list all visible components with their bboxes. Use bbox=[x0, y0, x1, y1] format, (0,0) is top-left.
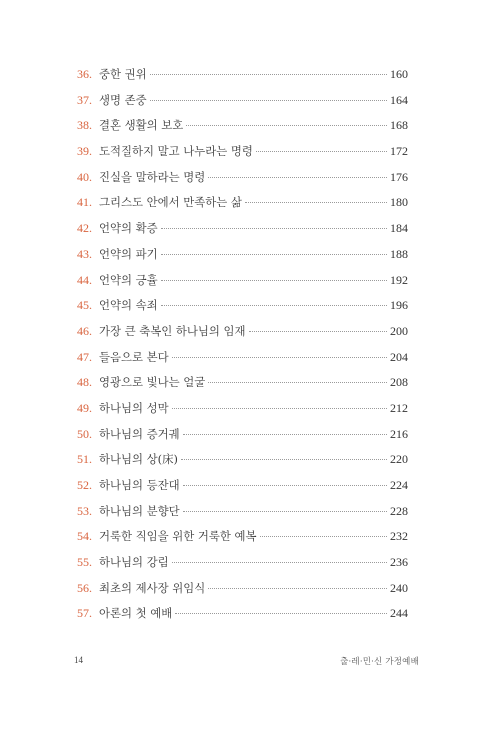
dot-leader bbox=[183, 434, 387, 435]
toc-entry[interactable] bbox=[77, 400, 408, 426]
entry-title: 생명 존중 bbox=[99, 92, 147, 107]
entry-number: 54. bbox=[77, 529, 92, 544]
toc-entry[interactable] bbox=[77, 66, 408, 92]
entry-title: 하나님의 분향단 bbox=[99, 503, 180, 518]
toc-entry[interactable] bbox=[77, 374, 408, 400]
entry-number: 53. bbox=[77, 503, 92, 518]
toc-entry[interactable] bbox=[77, 323, 408, 349]
entry-title: 거룩한 직임을 위한 거룩한 예복 bbox=[99, 529, 257, 544]
entry-number: 52. bbox=[77, 478, 92, 492]
entry-page: 200 bbox=[390, 323, 408, 338]
entry-page: 188 bbox=[390, 246, 408, 261]
entry-page: 176 bbox=[390, 169, 408, 184]
entry-page: 224 bbox=[390, 478, 408, 492]
dot-leader bbox=[249, 331, 387, 332]
entry-number: 39. bbox=[77, 144, 92, 159]
dot-leader bbox=[208, 382, 387, 383]
entry-title: 결혼 생활의 보호 bbox=[99, 118, 184, 133]
dot-leader bbox=[183, 511, 387, 512]
entry-number: 48. bbox=[77, 375, 92, 390]
entry-page: 164 bbox=[390, 92, 408, 107]
entry-page: 216 bbox=[390, 426, 408, 441]
entry-number: 51. bbox=[77, 452, 92, 467]
entry-title: 그리스도 안에서 만족하는 삶 bbox=[99, 195, 242, 210]
entry-number: 47. bbox=[77, 349, 92, 364]
dot-leader bbox=[172, 357, 387, 358]
toc-entry[interactable] bbox=[77, 297, 408, 323]
toc-entry[interactable] bbox=[77, 220, 408, 246]
toc-entry[interactable] bbox=[77, 246, 408, 272]
dot-leader bbox=[183, 485, 387, 486]
toc-entry[interactable] bbox=[77, 117, 408, 143]
entry-number: 37. bbox=[77, 92, 92, 107]
entry-page: 228 bbox=[390, 503, 408, 518]
dot-leader bbox=[186, 125, 387, 126]
entry-title: 언약의 파기 bbox=[99, 246, 158, 261]
toc-entry[interactable] bbox=[77, 92, 408, 118]
entry-number: 50. bbox=[77, 426, 92, 441]
dot-leader bbox=[260, 536, 387, 537]
toc-entry[interactable] bbox=[77, 194, 408, 220]
entry-title: 영광으로 빛나는 얼굴 bbox=[99, 375, 206, 390]
toc-entry[interactable] bbox=[77, 605, 408, 631]
entry-page: 220 bbox=[390, 452, 408, 467]
dot-leader bbox=[161, 228, 387, 229]
toc-entry[interactable] bbox=[77, 503, 408, 529]
entry-title: 하나님의 강림 bbox=[99, 555, 169, 570]
entry-number: 45. bbox=[77, 298, 92, 313]
footer-book-title: 출·레·민·신 가정예배 bbox=[340, 657, 419, 667]
entry-page: 236 bbox=[390, 555, 408, 570]
entry-page: 180 bbox=[390, 195, 408, 210]
entry-page: 244 bbox=[390, 606, 408, 621]
dot-leader bbox=[172, 562, 387, 563]
entry-title: 하나님의 등잔대 bbox=[99, 478, 180, 492]
footer-page-number: 14 bbox=[74, 655, 83, 665]
dot-leader bbox=[161, 280, 387, 281]
entry-number: 36. bbox=[77, 67, 92, 81]
entry-page: 208 bbox=[390, 375, 408, 390]
entry-page: 232 bbox=[390, 529, 408, 544]
table-of-contents bbox=[77, 66, 408, 631]
entry-title: 언약의 속죄 bbox=[99, 298, 158, 313]
entry-number: 43. bbox=[77, 246, 92, 261]
entry-number: 49. bbox=[77, 400, 92, 415]
toc-entry[interactable] bbox=[77, 349, 408, 375]
entry-title: 하나님의 성막 bbox=[99, 400, 169, 415]
toc-entry[interactable] bbox=[77, 169, 408, 195]
toc-entry[interactable] bbox=[77, 580, 408, 606]
toc-entry[interactable] bbox=[77, 143, 408, 169]
entry-page: 172 bbox=[390, 144, 408, 159]
entry-title: 아론의 첫 예배 bbox=[99, 606, 173, 621]
toc-entry[interactable] bbox=[77, 477, 408, 503]
toc-entry[interactable] bbox=[77, 426, 408, 452]
entry-title: 진실을 말하라는 명령 bbox=[99, 169, 206, 184]
entry-title: 언약의 긍휼 bbox=[99, 272, 158, 287]
entry-page: 240 bbox=[390, 580, 408, 595]
entry-title: 하나님의 상(床) bbox=[99, 452, 178, 467]
entry-number: 42. bbox=[77, 221, 92, 236]
entry-page: 204 bbox=[390, 349, 408, 364]
entry-number: 56. bbox=[77, 580, 92, 595]
dot-leader bbox=[208, 588, 387, 589]
entry-page: 168 bbox=[390, 118, 408, 133]
entry-page: 212 bbox=[390, 400, 408, 415]
entry-title: 하나님의 증거궤 bbox=[99, 426, 180, 441]
entry-page: 196 bbox=[390, 298, 408, 313]
entry-number: 55. bbox=[77, 555, 92, 570]
toc-entry[interactable] bbox=[77, 528, 408, 554]
dot-leader bbox=[150, 100, 387, 101]
entry-page: 160 bbox=[390, 67, 408, 81]
dot-leader bbox=[161, 305, 387, 306]
toc-entry[interactable] bbox=[77, 554, 408, 580]
entry-number: 46. bbox=[77, 323, 92, 338]
dot-leader bbox=[175, 613, 387, 614]
dot-leader bbox=[181, 459, 387, 460]
entry-number: 41. bbox=[77, 195, 92, 210]
entry-title: 최초의 제사장 위임식 bbox=[99, 580, 206, 595]
dot-leader bbox=[150, 74, 387, 75]
toc-entry[interactable] bbox=[77, 272, 408, 298]
entry-page: 184 bbox=[390, 221, 408, 236]
entry-number: 57. bbox=[77, 606, 92, 621]
entry-number: 38. bbox=[77, 118, 92, 133]
entry-title: 도적질하지 말고 나누라는 명령 bbox=[99, 144, 253, 159]
dot-leader bbox=[245, 202, 387, 203]
entry-title: 가장 큰 축복인 하나님의 임재 bbox=[99, 323, 246, 338]
entry-title: 들음으로 본다 bbox=[99, 349, 169, 364]
dot-leader bbox=[256, 151, 387, 152]
entry-number: 44. bbox=[77, 272, 92, 287]
toc-entry[interactable] bbox=[77, 451, 408, 477]
entry-title: 중한 권위 bbox=[99, 67, 147, 81]
entry-title: 언약의 확증 bbox=[99, 221, 158, 236]
entry-page: 192 bbox=[390, 272, 408, 287]
dot-leader bbox=[208, 177, 387, 178]
entry-number: 40. bbox=[77, 169, 92, 184]
dot-leader bbox=[172, 408, 387, 409]
dot-leader bbox=[161, 254, 387, 255]
